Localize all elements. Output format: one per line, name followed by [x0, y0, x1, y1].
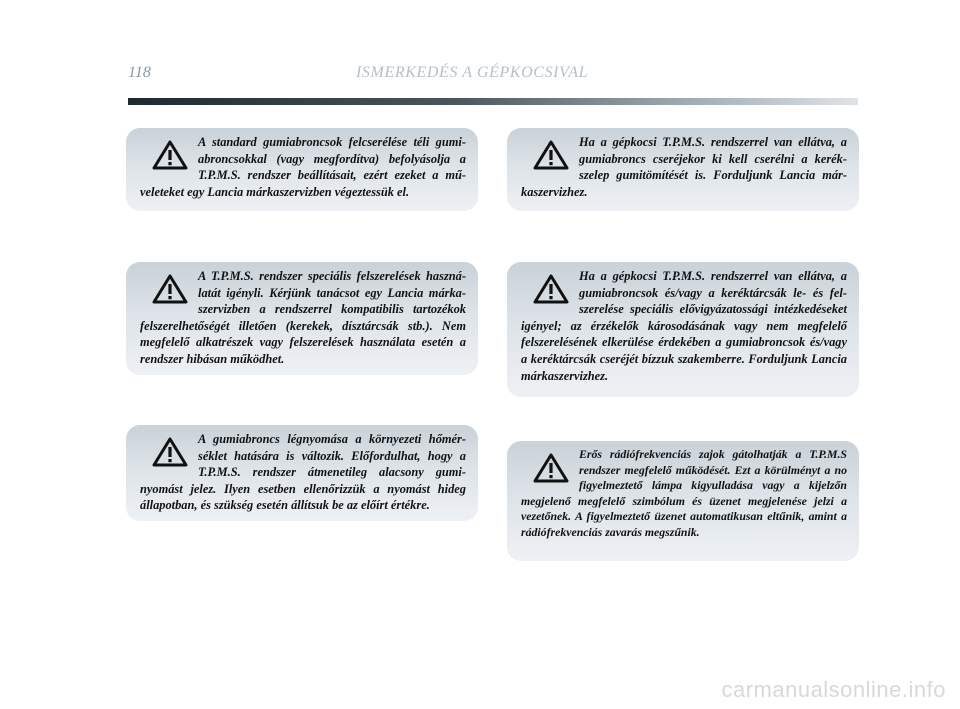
warning-triangle-icon — [152, 274, 188, 304]
warning-note — [126, 128, 478, 211]
warning-triangle-icon — [152, 437, 188, 467]
note-text: Ha a gépkocsi T.P.M.S. rendszerrel van ellátva, a gumiabroncs cseréjekor ki kell cserélni a kerékszelep gumitömítését is. Forduljunk Lancia márkaszervizhez. — [521, 135, 847, 199]
warning-note — [507, 128, 859, 211]
running-head: ISMERKEDÉS A GÉPKOCSIVAL — [356, 64, 589, 81]
warning-triangle-icon — [152, 140, 188, 170]
warning-note — [126, 262, 478, 375]
note-text: Erős rádiófrekvenciás zajok gátolhatják a T.P.M.S rendszer megfelelő működését. Ezt a körülményt a no figyelmeztető lámpa kigyulladása vagy a kijelzőn megjelenő megfelelő szimbólum és üzenet megjelenése jelzi a vezetőnek. A figyelmeztető üzenet automatikusan eltűnik, amint a rádiófrekvenciás zavarás megszűnik. — [521, 447, 847, 539]
warning-note — [126, 425, 478, 521]
warning-note — [507, 441, 859, 561]
note-text: A standard gumiabroncsok felcserélése téli gumiabroncsokkal (vagy megfordítva) befolyásolja a T.P.M.S. rendszer beállításait, ezért ezeket a műveleteket egy Lancia márkaszervizben végeztessük el. — [140, 135, 466, 199]
header-rule — [128, 98, 858, 105]
note-text: Ha a gépkocsi T.P.M.S. rendszerrel van ellátva, a gumiabroncsok és/vagy a keréktárcsák le- és felszerelése speciális elővigyázatossági intézkedéseket igényel; az érzékelők károsodásának vagy nem megfelelő felszerelésének elkerülése érdekében a gumiabroncsok és/vagy a keréktárcsák cseréjét bízzuk szakemberre. Forduljunk Lancia márkaszervizhez. — [521, 269, 847, 383]
warning-triangle-icon — [533, 274, 569, 304]
note-text: A T.P.M.S. rendszer speciális felszerelések használatát igényli. Kérjünk tanácsot egy Lancia márkaszervizben a rendszerrel kompatibilis tartozékok felszerelhetőségét illetően (kerekek, dísztárcsák stb.). Nem megfelelő alkatrészek vagy felszerelések használata esetén a rendszer hibásan működhet. — [140, 269, 466, 366]
warning-triangle-icon — [533, 453, 569, 483]
watermark: carmanualsonline.info — [721, 677, 946, 702]
page-number: 118 — [128, 64, 151, 81]
warning-note — [507, 262, 859, 397]
warning-triangle-icon — [533, 140, 569, 170]
note-text: A gumiabroncs légnyomása a környezeti hőmérséklet hatására is változik. Előfordulhat, hogy a T.P.M.S. rendszer átmenetileg alacsony guminyomást jelez. Ilyen esetben ellenőrizzük a nyomást hideg állapotban, és szükség esetén állítsuk be az előírt értékre. — [140, 432, 466, 513]
